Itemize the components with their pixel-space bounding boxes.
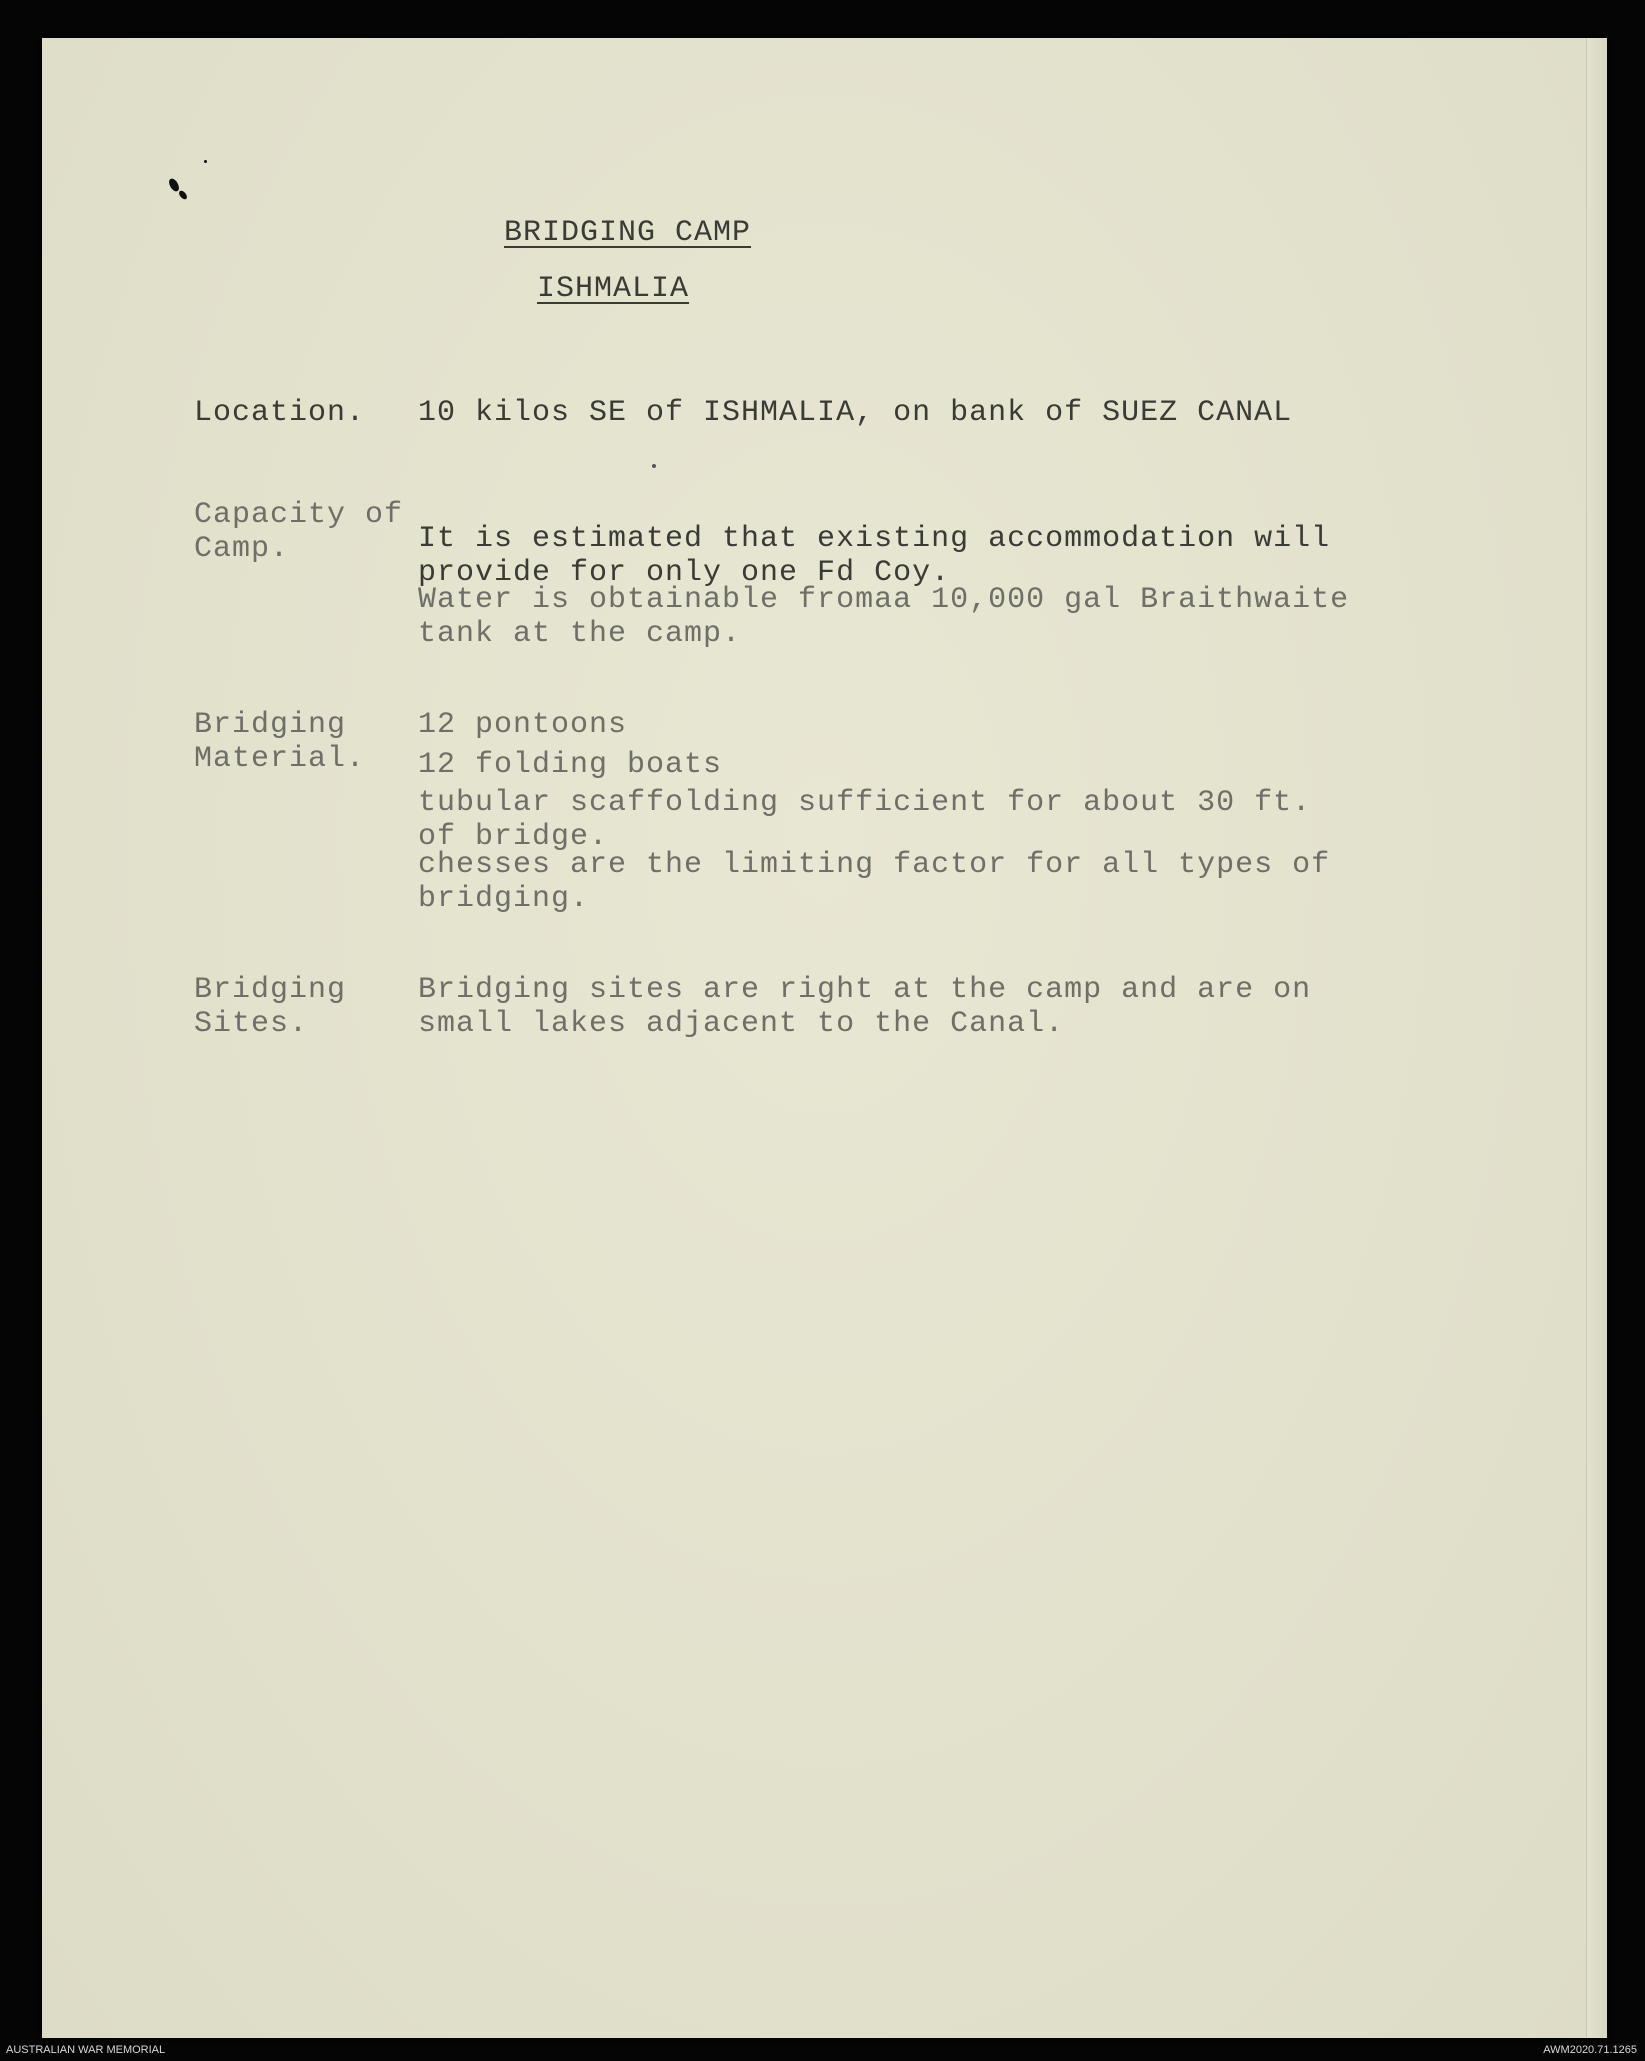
paper-edge <box>1586 38 1607 2038</box>
ink-speck-mark <box>177 189 188 201</box>
material-folding-boats: 12 folding boats <box>418 748 723 782</box>
material-pontoons: 12 pontoons <box>418 708 628 742</box>
ink-speck-mark <box>204 160 207 163</box>
section-label-capacity: Capacity of Camp. <box>194 498 404 566</box>
sites-text: Bridging sites are right at the camp and are on small lakes adjacent to the Canal. <box>418 973 1312 1041</box>
ink-speck-mark <box>652 464 656 468</box>
water-text: Water is obtainable fromaa 10,000 gal Braithwaite tank at the camp. <box>418 583 1350 651</box>
typed-page <box>42 38 1607 2038</box>
section-label-location: Location. <box>194 396 366 430</box>
section-label-sites: Bridging Sites. <box>194 973 347 1041</box>
material-chesses: chesses are the limiting factor for all types of bridging. <box>418 848 1331 916</box>
footer-catalog-id: AWM2020.71.1265 <box>1543 2044 1637 2056</box>
footer-source: AUSTRALIAN WAR MEMORIAL <box>6 2044 166 2056</box>
capacity-text: It is estimated that existing accommodation will provide for only one Fd Coy. <box>418 522 1331 590</box>
material-scaffolding: tubular scaffolding sufficient for about 30 ft. of bridge. <box>418 786 1312 854</box>
document-title: BRIDGING CAMP <box>504 216 752 250</box>
location-text: 10 kilos SE of ISHMALIA, on bank of SUEZ CANAL <box>418 396 1293 430</box>
document-subtitle: ISHMALIA <box>537 272 690 306</box>
section-label-material: Bridging Material. <box>194 708 366 776</box>
archive-footer <box>0 2040 1645 2061</box>
